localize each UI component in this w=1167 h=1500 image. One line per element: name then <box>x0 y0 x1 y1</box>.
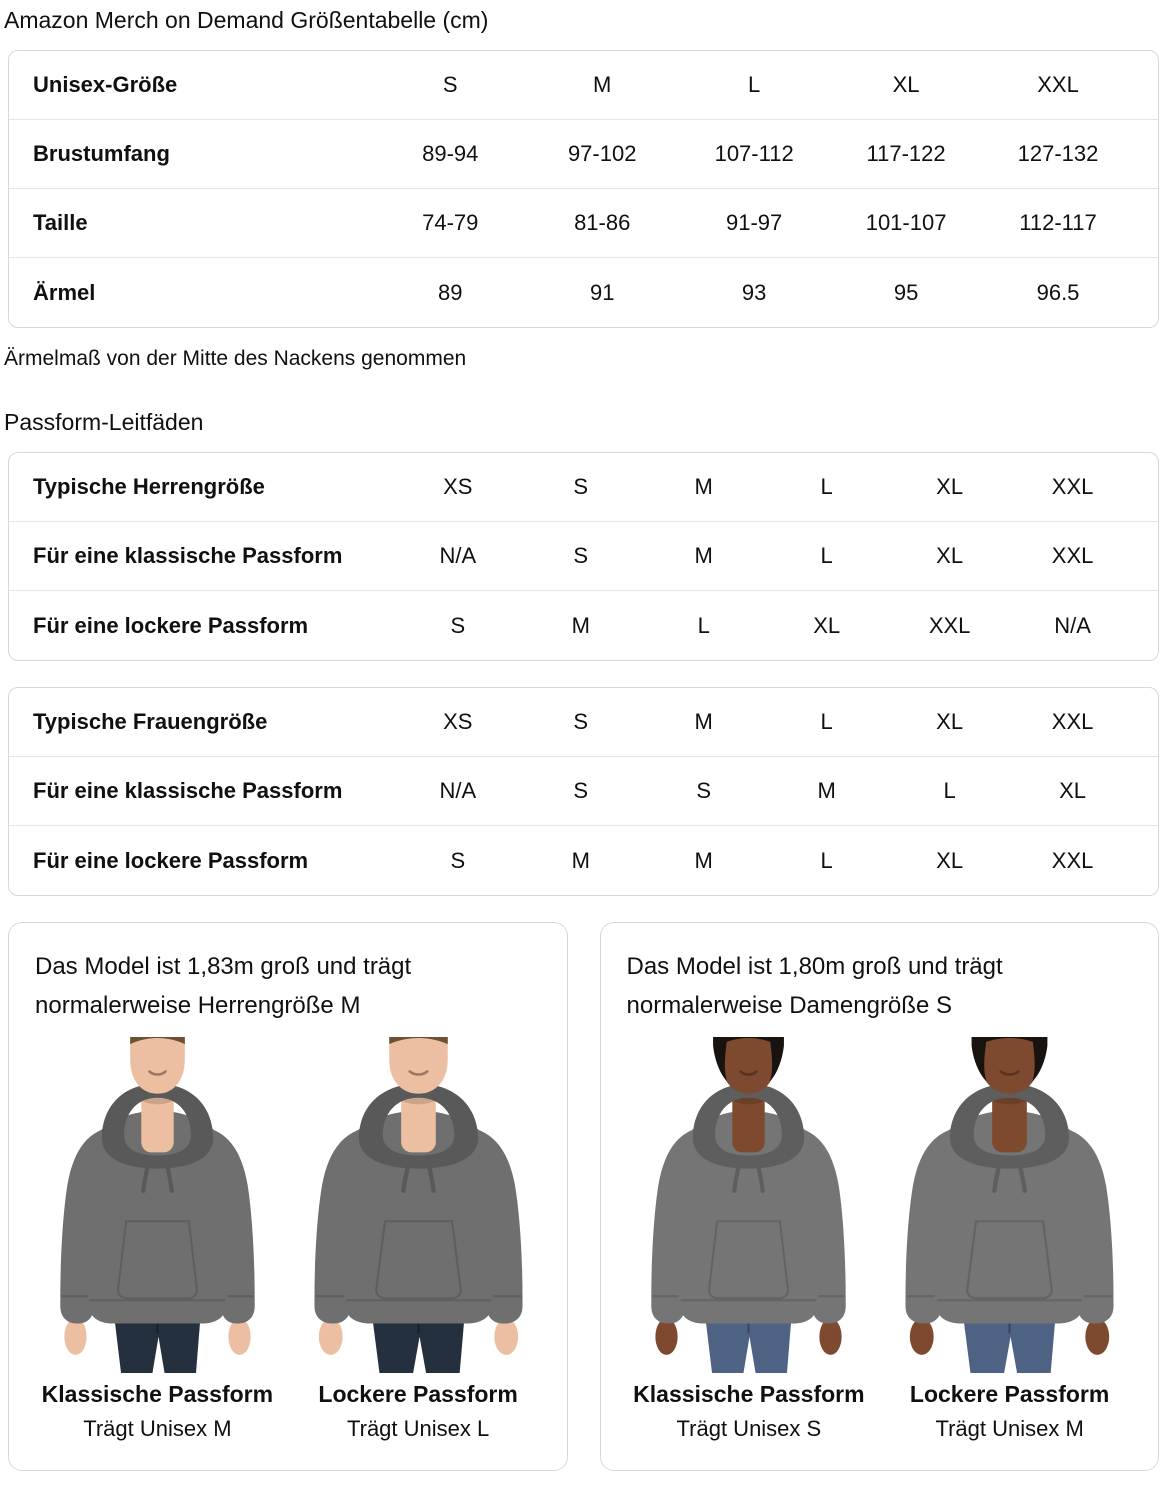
size-table-card <box>8 50 1159 328</box>
cell: XL <box>936 847 964 873</box>
cell: 96.5 <box>1036 279 1080 305</box>
row-label: Ärmel <box>33 279 96 305</box>
womens-fit-table-card <box>8 687 1159 896</box>
size-col-m: M <box>593 72 612 97</box>
model-photo-womens-classic-fit <box>623 1037 876 1442</box>
size-col-xl: XL <box>892 72 920 97</box>
cell: XL <box>936 474 964 499</box>
cell: S <box>450 612 466 638</box>
fit-size-label: Trägt Unisex M <box>935 1416 1084 1442</box>
hoodie-model-illustration <box>880 1037 1140 1373</box>
fit-size-label: Trägt Unisex M <box>83 1416 232 1442</box>
row-label: Für eine klassische Passform <box>33 543 343 568</box>
fit-row-mens-classic <box>9 522 1158 591</box>
table-row-chest <box>9 120 1158 189</box>
hoodie-model-illustration <box>288 1037 548 1373</box>
cell: N/A <box>439 778 477 803</box>
row-label: Taille <box>33 210 88 235</box>
row-label: Für eine klassische Passform <box>33 778 343 803</box>
fit-row-womens-loose <box>9 826 1158 895</box>
fit-size-label: Trägt Unisex S <box>676 1416 822 1442</box>
cell: 91-97 <box>726 210 783 235</box>
cell: 117-122 <box>866 141 946 166</box>
fit-name-label: Lockere Passform <box>909 1381 1110 1408</box>
cell: 127-132 <box>1017 141 1099 166</box>
fit-guides-heading: Passform-Leitfäden <box>4 409 204 435</box>
cell: 93 <box>741 279 767 305</box>
cell: S <box>696 778 712 803</box>
cell: XXL <box>928 612 971 638</box>
womens-model-description: Das Model ist 1,80m groß und trägt normalerweise Damengröße S <box>626 953 1003 1019</box>
fit-size-label: Trägt Unisex L <box>347 1416 490 1442</box>
fit-name-label: Klassische Passform <box>41 1381 274 1408</box>
row-label: Typische Frauengröße <box>33 709 268 734</box>
cell: M <box>571 612 590 638</box>
cell: 74-79 <box>422 210 479 235</box>
model-photo-mens-classic-fit <box>31 1037 284 1442</box>
fit-name-label: Klassische Passform <box>633 1381 865 1408</box>
cell: 81-86 <box>574 210 631 235</box>
cell: 101-107 <box>865 210 947 235</box>
size-col-l: L <box>748 72 761 97</box>
cell: N/A <box>1054 612 1091 638</box>
cell: L <box>697 612 710 638</box>
cell: M <box>694 474 713 499</box>
cell: XL <box>936 543 964 568</box>
figure-caption <box>910 1373 1109 1442</box>
cell: S <box>573 474 589 499</box>
cell: S <box>573 543 589 568</box>
size-table-header-label: Unisex-Größe <box>33 72 178 97</box>
cell: M <box>817 778 836 803</box>
cell: 107-112 <box>714 141 794 166</box>
cell: M <box>694 847 713 873</box>
model-cards-row <box>8 922 1159 1471</box>
cell: M <box>571 847 590 873</box>
cell: XS <box>443 474 473 499</box>
cell: M <box>694 543 713 568</box>
mens-figures <box>31 1037 545 1442</box>
hoodie-model-illustration <box>627 1037 870 1373</box>
row-label: Für eine lockere Passform <box>33 847 309 873</box>
cell: XL <box>813 612 841 638</box>
figure-caption <box>42 1373 273 1442</box>
womens-model-card <box>600 922 1160 1471</box>
cell: XL <box>936 709 964 734</box>
fit-name-label: Lockere Passform <box>318 1381 518 1408</box>
cell: 95 <box>893 279 919 305</box>
row-label: Brustumfang <box>33 141 170 166</box>
sleeve-measure-note: Ärmelmaß von der Mitte des Nackens genommen <box>4 347 467 370</box>
table-row-waist <box>9 189 1158 258</box>
size-table-header-row <box>9 51 1158 120</box>
cell: L <box>820 709 833 734</box>
row-label: Typische Herrengröße <box>33 474 265 499</box>
cell: S <box>573 709 589 734</box>
cell: S <box>573 778 589 803</box>
size-col-s: S <box>442 72 458 97</box>
cell: 89 <box>438 279 463 305</box>
cell: XL <box>1059 778 1087 803</box>
figure-caption <box>318 1373 517 1442</box>
cell: XS <box>443 709 473 734</box>
hoodie-model-illustration <box>36 1037 279 1373</box>
cell: XXL <box>1051 543 1094 568</box>
table-row-sleeve <box>9 258 1158 327</box>
cell: L <box>943 778 956 803</box>
fit-row-mens-typical <box>9 453 1158 522</box>
model-photo-womens-loose-fit <box>883 1037 1136 1442</box>
figure-caption <box>633 1373 864 1442</box>
page-title: Amazon Merch on Demand Größentabelle (cm) <box>4 7 489 33</box>
womens-figures <box>623 1037 1137 1442</box>
cell: 112-117 <box>1019 210 1097 235</box>
cell: L <box>820 847 833 873</box>
cell: XXL <box>1051 709 1094 734</box>
fit-row-mens-loose <box>9 591 1158 660</box>
cell: XXL <box>1051 474 1094 499</box>
cell: M <box>694 709 713 734</box>
model-photo-mens-loose-fit <box>292 1037 545 1442</box>
cell: 91 <box>589 279 615 305</box>
cell: XXL <box>1051 847 1094 873</box>
mens-fit-table-card <box>8 452 1159 661</box>
cell: 89-94 <box>422 141 479 166</box>
cell: L <box>820 474 833 499</box>
cell: 97-102 <box>567 141 637 166</box>
cell: N/A <box>439 543 477 568</box>
mens-model-card <box>8 922 568 1471</box>
cell: L <box>820 543 833 568</box>
fit-row-womens-typical <box>9 688 1158 757</box>
size-col-xxl: XXL <box>1037 72 1079 97</box>
row-label: Für eine lockere Passform <box>33 612 309 638</box>
fit-row-womens-classic <box>9 757 1158 826</box>
mens-model-description: Das Model ist 1,83m groß und trägt normalerweise Herrengröße M <box>35 953 412 1019</box>
cell: S <box>450 847 466 873</box>
